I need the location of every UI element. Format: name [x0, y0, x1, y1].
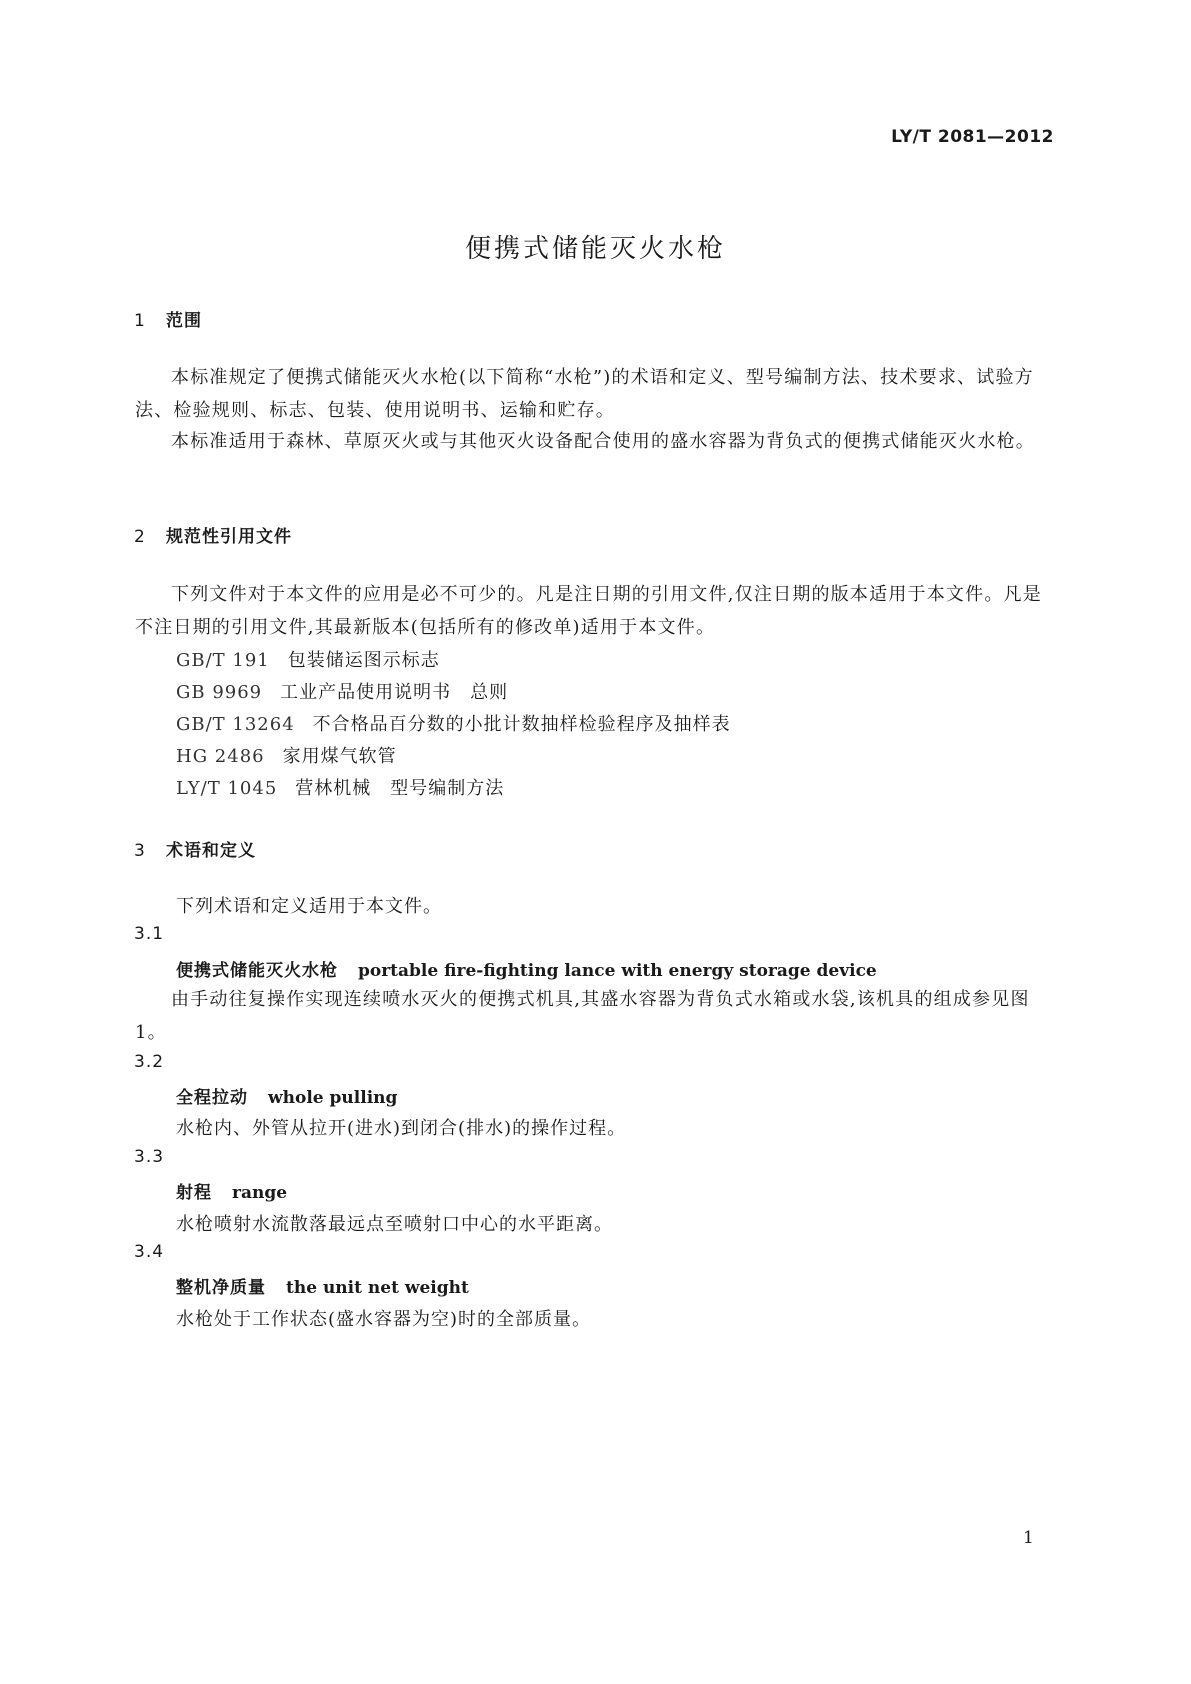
section-3-heading: [134, 836, 256, 861]
reference-title: 家用煤气软管: [282, 746, 397, 767]
section-title: 范围: [166, 311, 202, 331]
term-heading: [176, 1178, 287, 1203]
term-heading: [176, 1273, 469, 1298]
section-1-heading: [134, 306, 202, 331]
standard-code: LY/T 2081—2012: [891, 127, 1054, 147]
section-number: 1: [134, 311, 146, 331]
term-chinese: 全程拉动: [176, 1088, 248, 1108]
reference-item: [176, 646, 440, 672]
term-heading: [176, 956, 877, 981]
term-english: whole pulling: [268, 1088, 398, 1108]
document-title: 便携式储能灭火水枪: [464, 234, 726, 264]
term-number: 3.1: [134, 924, 165, 944]
reference-code: HG 2486: [176, 746, 265, 767]
term-chinese: 射程: [176, 1183, 212, 1203]
reference-title: 营林机械 型号编制方法: [295, 778, 505, 799]
reference-code: GB/T 13264: [176, 714, 295, 735]
section-3-intro: 下列术语和定义适用于本文件。: [176, 896, 442, 917]
term-number: 3.2: [134, 1052, 165, 1072]
section-number: 3: [134, 841, 146, 861]
reference-code: GB 9969: [176, 682, 263, 703]
reference-item: [176, 678, 508, 704]
section-1-paragraph-2: 本标准适用于森林、草原灭火或与其他灭火设备配合使用的盛水容器为背负式的便携式储能灭火水枪。: [171, 431, 1035, 452]
term-definition: 水枪处于工作状态(盛水容器为空)时的全部质量。: [176, 1309, 592, 1330]
term-english: the unit net weight: [286, 1278, 469, 1298]
section-2-paragraph: 下列文件对于本文件的应用是必不可少的。凡是注日期的引用文件,仅注日期的版本适用于本文件。凡是不注日期的引用文件,其最新版本(包括所有的修改单)适用于本文件。: [135, 584, 1042, 638]
term-definition: 水枪喷射水流散落最远点至喷射口中心的水平距离。: [176, 1214, 613, 1235]
section-number: 2: [134, 527, 146, 547]
reference-item: [176, 742, 397, 768]
term-english: portable fire-fighting lance with energy storage device: [358, 961, 877, 981]
term-definition: 水枪内、外管从拉开(进水)到闭合(排水)的操作过程。: [176, 1118, 627, 1139]
term-number: 3.4: [134, 1242, 165, 1262]
reference-title: 工业产品使用说明书 总则: [280, 682, 509, 703]
reference-item: [176, 774, 504, 800]
term-chinese: 整机净质量: [176, 1278, 266, 1298]
section-1-paragraph-1: 本标准规定了便携式储能灭火水枪(以下简称“水枪”)的术语和定义、型号编制方法、技术要求、试验方法、检验规则、标志、包装、使用说明书、运输和贮存。: [135, 367, 1034, 421]
term-definition: 由手动往复操作实现连续喷水灭火的便携式机具,其盛水容器为背负式水箱或水袋,该机具的组成参见图 1。: [135, 989, 1030, 1043]
reference-code: GB/T 191: [176, 650, 270, 671]
term-english: range: [232, 1183, 288, 1203]
reference-title: 不合格品百分数的小批计数抽样检验程序及抽样表: [312, 714, 731, 735]
term-chinese: 便携式储能灭火水枪: [176, 961, 338, 981]
reference-item: [176, 710, 731, 736]
section-title: 术语和定义: [166, 841, 256, 861]
reference-title: 包装储运图示标志: [287, 650, 440, 671]
page-number: 1: [1023, 1528, 1034, 1548]
section-2-heading: [134, 522, 292, 547]
term-number: 3.3: [134, 1147, 165, 1167]
reference-code: LY/T 1045: [176, 778, 278, 799]
term-heading: [176, 1083, 397, 1108]
section-title: 规范性引用文件: [166, 527, 292, 547]
